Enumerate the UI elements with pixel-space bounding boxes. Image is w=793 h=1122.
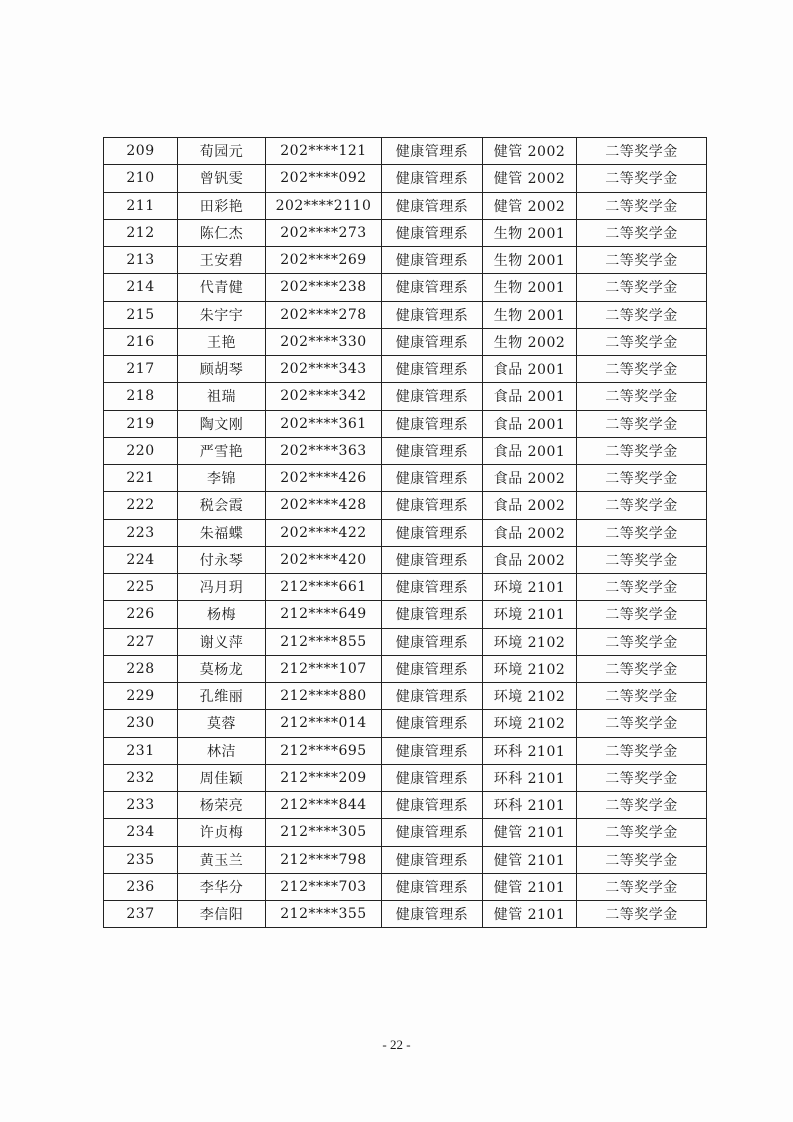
department-cell: 健康管理系 — [382, 737, 483, 764]
student-id-cell: 212****661 — [266, 574, 382, 601]
student-name-cell: 李锦 — [178, 465, 266, 492]
table-row — [104, 873, 707, 900]
class-cell: 健管 2002 — [483, 138, 577, 165]
student-name-cell: 荀园元 — [178, 138, 266, 165]
class-cell: 生物 2002 — [483, 328, 577, 355]
table-row — [104, 710, 707, 737]
department-cell: 健康管理系 — [382, 683, 483, 710]
student-id-cell: 212****855 — [266, 628, 382, 655]
class-cell: 生物 2001 — [483, 274, 577, 301]
award-cell: 二等奖学金 — [577, 383, 707, 410]
table-row — [104, 492, 707, 519]
student-id-cell: 202****342 — [266, 383, 382, 410]
student-name-cell: 陈仁杰 — [178, 219, 266, 246]
student-name-cell: 冯月玥 — [178, 574, 266, 601]
student-id-cell: 202****343 — [266, 356, 382, 383]
class-cell: 生物 2001 — [483, 247, 577, 274]
row-number-cell: 220 — [104, 437, 178, 464]
student-id-cell: 212****355 — [266, 901, 382, 928]
department-cell: 健康管理系 — [382, 819, 483, 846]
department-cell: 健康管理系 — [382, 792, 483, 819]
award-cell: 二等奖学金 — [577, 737, 707, 764]
table-row — [104, 792, 707, 819]
student-id-cell: 202****273 — [266, 219, 382, 246]
table-row — [104, 546, 707, 573]
department-cell: 健康管理系 — [382, 138, 483, 165]
class-cell: 食品 2001 — [483, 356, 577, 383]
student-name-cell: 周佳颖 — [178, 764, 266, 791]
student-id-cell: 212****209 — [266, 764, 382, 791]
student-id-cell: 212****844 — [266, 792, 382, 819]
table-row — [104, 328, 707, 355]
student-id-cell: 202****422 — [266, 519, 382, 546]
student-id-cell: 212****880 — [266, 683, 382, 710]
row-number-cell: 230 — [104, 710, 178, 737]
row-number-cell: 211 — [104, 192, 178, 219]
department-cell: 健康管理系 — [382, 328, 483, 355]
student-name-cell: 田彩艳 — [178, 192, 266, 219]
award-cell: 二等奖学金 — [577, 846, 707, 873]
student-name-cell: 付永琴 — [178, 546, 266, 573]
award-cell: 二等奖学金 — [577, 655, 707, 682]
table-row — [104, 683, 707, 710]
department-cell: 健康管理系 — [382, 873, 483, 900]
row-number-cell: 227 — [104, 628, 178, 655]
student-name-cell: 谢义萍 — [178, 628, 266, 655]
row-number-cell: 218 — [104, 383, 178, 410]
student-id-cell: 212****695 — [266, 737, 382, 764]
award-cell: 二等奖学金 — [577, 710, 707, 737]
class-cell: 环科 2101 — [483, 764, 577, 791]
class-cell: 环科 2101 — [483, 792, 577, 819]
class-cell: 生物 2001 — [483, 301, 577, 328]
table-row — [104, 819, 707, 846]
class-cell: 食品 2002 — [483, 519, 577, 546]
table-row — [104, 764, 707, 791]
student-name-cell: 祖瑞 — [178, 383, 266, 410]
student-name-cell: 莫杨龙 — [178, 655, 266, 682]
student-id-cell: 202****269 — [266, 247, 382, 274]
student-name-cell: 杨荣亮 — [178, 792, 266, 819]
roster-table-body — [104, 138, 707, 928]
class-cell: 健管 2101 — [483, 819, 577, 846]
award-cell: 二等奖学金 — [577, 465, 707, 492]
row-number-cell: 235 — [104, 846, 178, 873]
student-id-cell: 202****092 — [266, 165, 382, 192]
row-number-cell: 214 — [104, 274, 178, 301]
table-row — [104, 574, 707, 601]
award-cell: 二等奖学金 — [577, 546, 707, 573]
class-cell: 环境 2102 — [483, 655, 577, 682]
row-number-cell: 221 — [104, 465, 178, 492]
student-id-cell: 212****703 — [266, 873, 382, 900]
award-cell: 二等奖学金 — [577, 901, 707, 928]
row-number-cell: 223 — [104, 519, 178, 546]
table-row — [104, 356, 707, 383]
award-cell: 二等奖学金 — [577, 410, 707, 437]
department-cell: 健康管理系 — [382, 519, 483, 546]
row-number-cell: 233 — [104, 792, 178, 819]
department-cell: 健康管理系 — [382, 546, 483, 573]
student-name-cell: 黄玉兰 — [178, 846, 266, 873]
row-number-cell: 232 — [104, 764, 178, 791]
table-row — [104, 219, 707, 246]
table-row — [104, 192, 707, 219]
award-cell: 二等奖学金 — [577, 819, 707, 846]
class-cell: 食品 2001 — [483, 437, 577, 464]
student-name-cell: 许贞梅 — [178, 819, 266, 846]
table-row — [104, 410, 707, 437]
award-cell: 二等奖学金 — [577, 328, 707, 355]
department-cell: 健康管理系 — [382, 301, 483, 328]
department-cell: 健康管理系 — [382, 846, 483, 873]
class-cell: 健管 2101 — [483, 901, 577, 928]
department-cell: 健康管理系 — [382, 628, 483, 655]
department-cell: 健康管理系 — [382, 437, 483, 464]
student-name-cell: 曾钒雯 — [178, 165, 266, 192]
class-cell: 健管 2101 — [483, 873, 577, 900]
award-cell: 二等奖学金 — [577, 219, 707, 246]
award-cell: 二等奖学金 — [577, 301, 707, 328]
page-number: - 22 - — [382, 1037, 411, 1052]
row-number-cell: 217 — [104, 356, 178, 383]
class-cell: 环境 2102 — [483, 710, 577, 737]
department-cell: 健康管理系 — [382, 764, 483, 791]
department-cell: 健康管理系 — [382, 574, 483, 601]
row-number-cell: 209 — [104, 138, 178, 165]
student-name-cell: 顾胡琴 — [178, 356, 266, 383]
student-id-cell: 212****649 — [266, 601, 382, 628]
row-number-cell: 216 — [104, 328, 178, 355]
student-name-cell: 代青健 — [178, 274, 266, 301]
student-name-cell: 孔维丽 — [178, 683, 266, 710]
table-row — [104, 383, 707, 410]
scholarship-roster-table — [103, 137, 707, 928]
class-cell: 食品 2002 — [483, 492, 577, 519]
table-row — [104, 301, 707, 328]
class-cell: 食品 2001 — [483, 383, 577, 410]
student-id-cell: 212****305 — [266, 819, 382, 846]
table-row — [104, 655, 707, 682]
department-cell: 健康管理系 — [382, 219, 483, 246]
row-number-cell: 222 — [104, 492, 178, 519]
table-row — [104, 138, 707, 165]
class-cell: 健管 2101 — [483, 846, 577, 873]
class-cell: 环境 2102 — [483, 628, 577, 655]
award-cell: 二等奖学金 — [577, 274, 707, 301]
table-row — [104, 628, 707, 655]
table-row — [104, 601, 707, 628]
class-cell: 健管 2002 — [483, 165, 577, 192]
student-name-cell: 林洁 — [178, 737, 266, 764]
award-cell: 二等奖学金 — [577, 192, 707, 219]
class-cell: 健管 2002 — [483, 192, 577, 219]
department-cell: 健康管理系 — [382, 601, 483, 628]
student-id-cell: 202****361 — [266, 410, 382, 437]
row-number-cell: 212 — [104, 219, 178, 246]
student-id-cell: 202****278 — [266, 301, 382, 328]
table-row — [104, 901, 707, 928]
student-name-cell: 李信阳 — [178, 901, 266, 928]
award-cell: 二等奖学金 — [577, 138, 707, 165]
row-number-cell: 229 — [104, 683, 178, 710]
table-row — [104, 274, 707, 301]
class-cell: 食品 2002 — [483, 546, 577, 573]
class-cell: 环境 2101 — [483, 574, 577, 601]
row-number-cell: 231 — [104, 737, 178, 764]
award-cell: 二等奖学金 — [577, 247, 707, 274]
class-cell: 食品 2002 — [483, 465, 577, 492]
student-id-cell: 212****014 — [266, 710, 382, 737]
award-cell: 二等奖学金 — [577, 601, 707, 628]
class-cell: 环境 2102 — [483, 683, 577, 710]
department-cell: 健康管理系 — [382, 710, 483, 737]
row-number-cell: 225 — [104, 574, 178, 601]
row-number-cell: 210 — [104, 165, 178, 192]
row-number-cell: 219 — [104, 410, 178, 437]
row-number-cell: 213 — [104, 247, 178, 274]
row-number-cell: 228 — [104, 655, 178, 682]
row-number-cell: 226 — [104, 601, 178, 628]
award-cell: 二等奖学金 — [577, 574, 707, 601]
student-id-cell: 202****363 — [266, 437, 382, 464]
student-id-cell: 202****428 — [266, 492, 382, 519]
student-id-cell: 202****330 — [266, 328, 382, 355]
student-name-cell: 陶文刚 — [178, 410, 266, 437]
row-number-cell: 237 — [104, 901, 178, 928]
class-cell: 生物 2001 — [483, 219, 577, 246]
table-row — [104, 437, 707, 464]
student-name-cell: 李华分 — [178, 873, 266, 900]
table-row — [104, 465, 707, 492]
student-id-cell: 202****2110 — [266, 192, 382, 219]
class-cell: 环科 2101 — [483, 737, 577, 764]
student-name-cell: 税会霞 — [178, 492, 266, 519]
student-id-cell: 202****238 — [266, 274, 382, 301]
award-cell: 二等奖学金 — [577, 356, 707, 383]
student-name-cell: 莫蓉 — [178, 710, 266, 737]
student-id-cell: 202****426 — [266, 465, 382, 492]
award-cell: 二等奖学金 — [577, 492, 707, 519]
row-number-cell: 215 — [104, 301, 178, 328]
table-row — [104, 737, 707, 764]
class-cell: 环境 2101 — [483, 601, 577, 628]
student-name-cell: 朱福蝶 — [178, 519, 266, 546]
department-cell: 健康管理系 — [382, 192, 483, 219]
student-id-cell: 202****121 — [266, 138, 382, 165]
department-cell: 健康管理系 — [382, 383, 483, 410]
student-id-cell: 212****798 — [266, 846, 382, 873]
award-cell: 二等奖学金 — [577, 437, 707, 464]
class-cell: 食品 2001 — [483, 410, 577, 437]
department-cell: 健康管理系 — [382, 274, 483, 301]
department-cell: 健康管理系 — [382, 165, 483, 192]
row-number-cell: 234 — [104, 819, 178, 846]
student-name-cell: 王艳 — [178, 328, 266, 355]
award-cell: 二等奖学金 — [577, 628, 707, 655]
department-cell: 健康管理系 — [382, 655, 483, 682]
award-cell: 二等奖学金 — [577, 764, 707, 791]
department-cell: 健康管理系 — [382, 492, 483, 519]
table-row — [104, 846, 707, 873]
student-id-cell: 202****420 — [266, 546, 382, 573]
department-cell: 健康管理系 — [382, 247, 483, 274]
student-name-cell: 朱宇宇 — [178, 301, 266, 328]
award-cell: 二等奖学金 — [577, 519, 707, 546]
department-cell: 健康管理系 — [382, 465, 483, 492]
student-id-cell: 212****107 — [266, 655, 382, 682]
table-row — [104, 165, 707, 192]
award-cell: 二等奖学金 — [577, 792, 707, 819]
award-cell: 二等奖学金 — [577, 165, 707, 192]
student-name-cell: 严雪艳 — [178, 437, 266, 464]
department-cell: 健康管理系 — [382, 356, 483, 383]
department-cell: 健康管理系 — [382, 901, 483, 928]
table-row — [104, 247, 707, 274]
row-number-cell: 236 — [104, 873, 178, 900]
row-number-cell: 224 — [104, 546, 178, 573]
table-row — [104, 519, 707, 546]
student-name-cell: 王安碧 — [178, 247, 266, 274]
department-cell: 健康管理系 — [382, 410, 483, 437]
award-cell: 二等奖学金 — [577, 683, 707, 710]
student-name-cell: 杨梅 — [178, 601, 266, 628]
award-cell: 二等奖学金 — [577, 873, 707, 900]
